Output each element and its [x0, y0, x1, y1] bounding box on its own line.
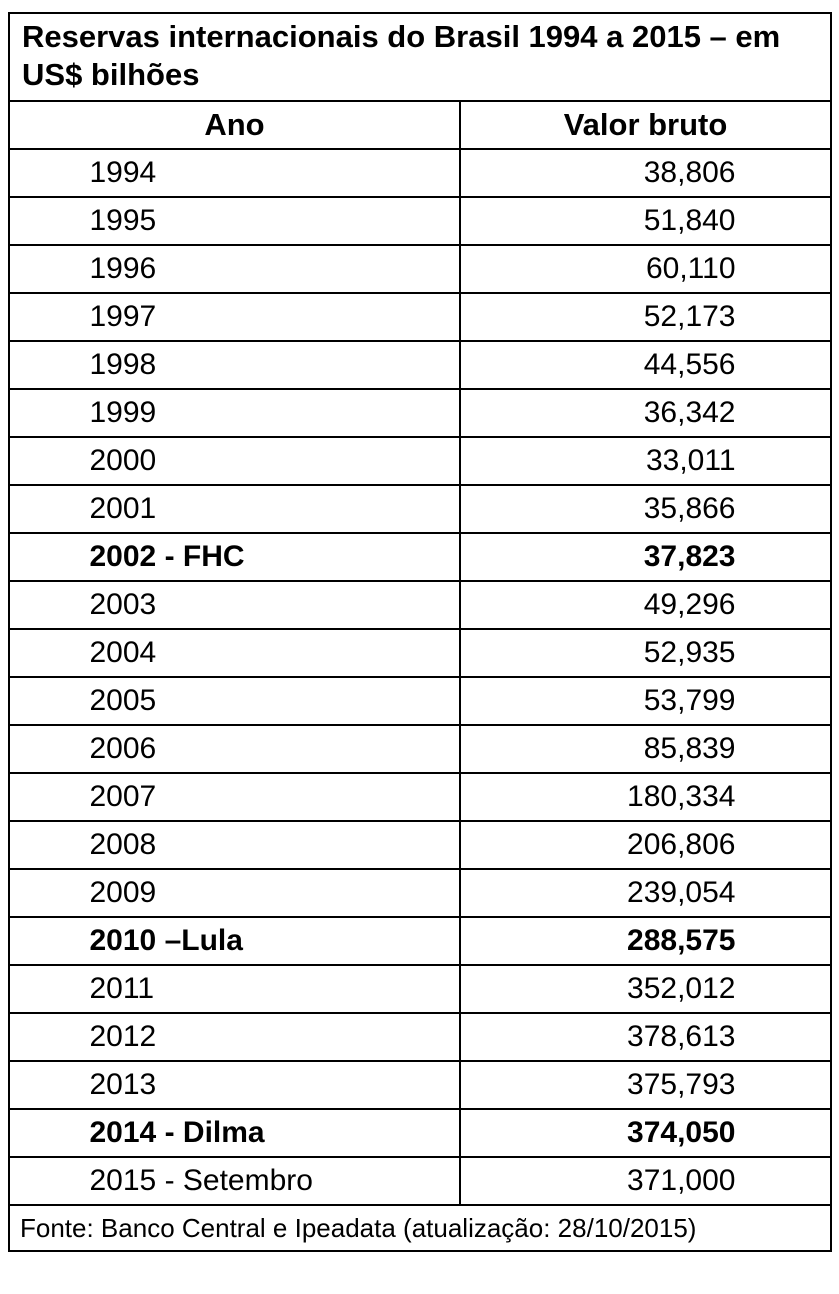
table-body [9, 149, 831, 1205]
value-cell [460, 485, 831, 533]
value-cell [460, 1013, 831, 1061]
reserves-document [8, 12, 830, 1252]
year-text: 2000 [89, 444, 157, 477]
column-header-year: Ano [9, 101, 460, 149]
value-cell [460, 533, 831, 581]
value-cell [460, 437, 831, 485]
value-cell [460, 581, 831, 629]
header-row [9, 101, 831, 149]
table-row [9, 389, 831, 437]
value-cell [460, 1157, 831, 1205]
year-text: 2005 [89, 684, 157, 717]
value-text: 288,575 [627, 924, 736, 957]
year-cell [9, 341, 460, 389]
year-cell [9, 485, 460, 533]
value-text: 52,173 [643, 300, 736, 333]
year-text: 2012 [89, 1020, 157, 1053]
value-cell [460, 773, 831, 821]
table-row [9, 437, 831, 485]
table-row [9, 965, 831, 1013]
table-row [9, 485, 831, 533]
table-row [9, 533, 831, 581]
table-row [9, 917, 831, 965]
table-row [9, 581, 831, 629]
year-cell [9, 917, 460, 965]
reserves-table [8, 12, 832, 1252]
value-cell [460, 1109, 831, 1157]
value-text: 180,334 [627, 780, 736, 813]
table-title: Reservas internacionais do Brasil 1994 a 2015 – em US$ bilhões [9, 13, 831, 101]
value-cell [460, 389, 831, 437]
year-cell [9, 725, 460, 773]
title-row [9, 13, 831, 101]
year-cell [9, 1157, 460, 1205]
table-row [9, 773, 831, 821]
table-row [9, 869, 831, 917]
year-text: 1995 [89, 204, 157, 237]
value-text: 352,012 [627, 972, 736, 1005]
year-text: 1998 [89, 348, 157, 381]
table-row [9, 341, 831, 389]
value-cell [460, 821, 831, 869]
year-cell [9, 245, 460, 293]
year-text: 2011 [89, 972, 155, 1005]
source-note: Fonte: Banco Central e Ipeadata (atualização: 28/10/2015) [9, 1205, 831, 1251]
table-row [9, 293, 831, 341]
table-row [9, 1157, 831, 1205]
year-text: 1997 [89, 300, 157, 333]
year-text: 2009 [89, 876, 157, 909]
table-row [9, 149, 831, 197]
year-cell [9, 1109, 460, 1157]
year-text: 2003 [89, 588, 157, 621]
year-text: 2006 [89, 732, 157, 765]
table-row [9, 821, 831, 869]
table-row [9, 1061, 831, 1109]
value-cell [460, 293, 831, 341]
year-text: 2010 –Lula [89, 924, 243, 957]
value-cell [460, 149, 831, 197]
value-cell [460, 725, 831, 773]
value-text: 374,050 [627, 1116, 736, 1149]
year-cell [9, 821, 460, 869]
value-text: 206,806 [627, 828, 736, 861]
year-text: 1994 [89, 156, 157, 189]
value-cell [460, 677, 831, 725]
value-text: 378,613 [627, 1020, 736, 1053]
table-row [9, 245, 831, 293]
value-cell [460, 245, 831, 293]
table-row [9, 197, 831, 245]
table-row [9, 1013, 831, 1061]
year-cell [9, 773, 460, 821]
value-text: 37,823 [643, 540, 736, 573]
value-text: 38,806 [643, 156, 736, 189]
value-cell [460, 629, 831, 677]
value-text: 371,000 [627, 1164, 736, 1197]
table-row [9, 629, 831, 677]
value-cell [460, 341, 831, 389]
table-row [9, 725, 831, 773]
value-cell [460, 869, 831, 917]
source-row [9, 1205, 831, 1251]
year-cell [9, 1061, 460, 1109]
value-cell [460, 917, 831, 965]
value-text: 35,866 [643, 492, 736, 525]
year-cell [9, 869, 460, 917]
year-text: 1996 [89, 252, 157, 285]
value-text: 52,935 [643, 636, 736, 669]
value-text: 60,110 [645, 252, 736, 285]
year-cell [9, 149, 460, 197]
table-row [9, 677, 831, 725]
year-cell [9, 197, 460, 245]
year-cell [9, 437, 460, 485]
year-text: 2015 - Setembro [89, 1164, 313, 1197]
year-cell [9, 629, 460, 677]
value-text: 85,839 [643, 732, 736, 765]
value-text: 239,054 [627, 876, 736, 909]
value-text: 53,799 [643, 684, 736, 717]
year-text: 2008 [89, 828, 157, 861]
year-cell [9, 389, 460, 437]
value-text: 375,793 [627, 1068, 736, 1101]
year-text: 2001 [89, 492, 157, 525]
value-cell [460, 965, 831, 1013]
value-text: 49,296 [643, 588, 736, 621]
year-text: 2004 [89, 636, 157, 669]
value-text: 36,342 [643, 396, 736, 429]
year-cell [9, 293, 460, 341]
year-cell [9, 533, 460, 581]
year-cell [9, 677, 460, 725]
value-text: 33,011 [645, 444, 736, 477]
value-text: 44,556 [643, 348, 736, 381]
year-cell [9, 581, 460, 629]
value-cell [460, 197, 831, 245]
year-cell [9, 1013, 460, 1061]
year-text: 2002 - FHC [89, 540, 245, 573]
year-cell [9, 965, 460, 1013]
year-text: 1999 [89, 396, 157, 429]
column-header-value: Valor bruto [460, 101, 831, 149]
value-cell [460, 1061, 831, 1109]
year-text: 2013 [89, 1068, 157, 1101]
table-row [9, 1109, 831, 1157]
year-text: 2007 [89, 780, 157, 813]
year-text: 2014 - Dilma [89, 1116, 265, 1149]
value-text: 51,840 [643, 204, 736, 237]
